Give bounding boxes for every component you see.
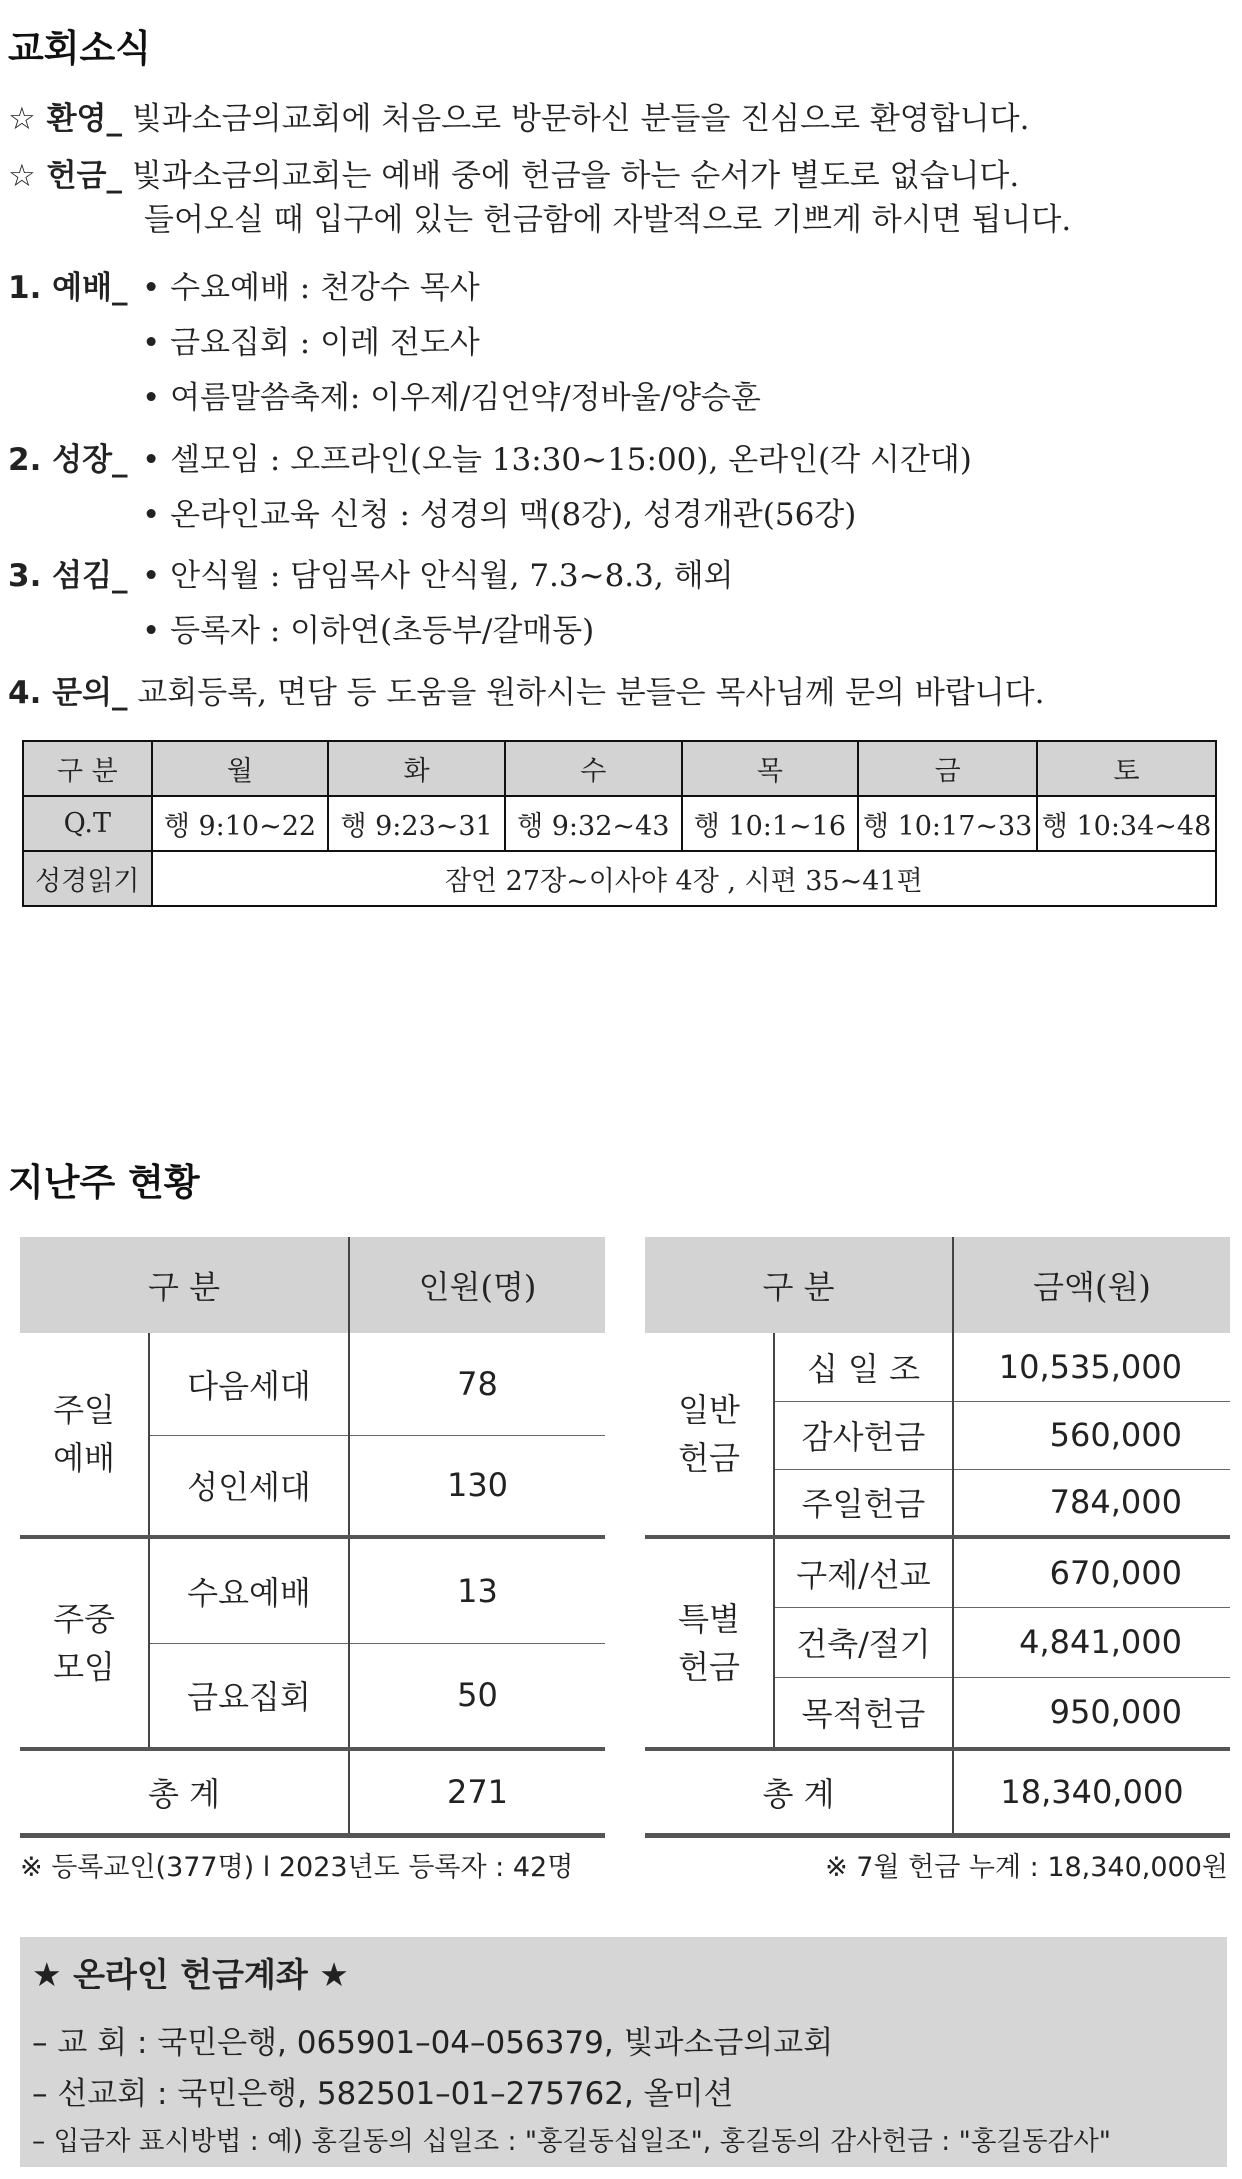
qt-day-header: 화 xyxy=(328,741,505,796)
attendance-header-count: 인원(명) xyxy=(349,1237,605,1333)
offering-text-1: 빛과소금의교회는 예배 중에 헌금을 하는 순서가 별도로 없습니다. xyxy=(121,158,1020,194)
reading-row-label: 성경읽기 xyxy=(23,851,152,906)
growth-line xyxy=(8,434,128,479)
offering-row-name: 감사헌금 xyxy=(774,1401,953,1469)
offering-row-name: 목적헌금 xyxy=(774,1677,953,1749)
reading-row xyxy=(23,851,1216,906)
attendance-row-value: 13 xyxy=(349,1537,605,1643)
offering-total-row xyxy=(645,1749,1230,1836)
offering-row-name: 십 일 조 xyxy=(774,1333,953,1401)
offering-total-label: 총 계 xyxy=(645,1749,953,1836)
qt-cell: 행 10:1~16 xyxy=(682,796,859,851)
welcome-label: ☆ 환영_ xyxy=(8,101,122,137)
qt-header-row xyxy=(23,741,1216,796)
offering-line xyxy=(8,150,1019,195)
growth-label: 2. 성장_ xyxy=(8,442,128,478)
offering-header-category: 구 분 xyxy=(645,1237,953,1333)
offering-row-value: 670,000 xyxy=(953,1537,1230,1607)
serve-line xyxy=(8,550,128,595)
special-offering-group: 특별 헌금 xyxy=(645,1537,774,1749)
serve-item: • 안식월 : 담임목사 안식월, 7.3~8.3, 해외 xyxy=(142,558,734,594)
attendance-total-row xyxy=(20,1749,605,1836)
offering-row-name: 건축/절기 xyxy=(774,1607,953,1677)
sunday-worship-group: 주일 예배 xyxy=(20,1333,149,1537)
qt-day-header: 토 xyxy=(1037,741,1216,796)
growth-item: • 온라인교육 신청 : 성경의 맥(8강), 성경개관(56강) xyxy=(142,497,857,533)
mission-account-line: – 선교회 : 국민은행, 582501–01–275762, 올미션 xyxy=(32,2076,734,2112)
attendance-row-name: 금요집회 xyxy=(149,1643,349,1749)
news-title: 교회소식 xyxy=(8,27,151,70)
attendance-row-name: 다음세대 xyxy=(149,1333,349,1435)
attendance-total-value: 271 xyxy=(349,1749,605,1836)
growth-item: • 셀모임 : 오프라인(오늘 13:30~15:00), 온라인(각 시간대) xyxy=(142,442,972,478)
offering-row-value: 560,000 xyxy=(953,1401,1230,1469)
worship-item: • 수요예배 : 천강수 목사 xyxy=(142,270,480,306)
inquiry-text: 교회등록, 면담 등 도움을 원하시는 분들은 목사님께 문의 바랍니다. xyxy=(127,675,1045,711)
church-account-line: – 교 회 : 국민은행, 065901–04–056379, 빛과소금의교회 xyxy=(32,2025,834,2061)
qt-header-label: 구 분 xyxy=(23,741,152,796)
table-row xyxy=(20,1537,605,1643)
welcome-text: 빛과소금의교회에 처음으로 방문하신 분들을 진심으로 환영합니다. xyxy=(121,101,1030,137)
qt-cell: 행 9:23~31 xyxy=(328,796,505,851)
attendance-header-category: 구 분 xyxy=(20,1237,349,1333)
qt-cell: 행 10:17~33 xyxy=(858,796,1037,851)
qt-day-header: 월 xyxy=(152,741,329,796)
worship-item: • 금요집회 : 이레 전도사 xyxy=(142,325,480,361)
inquiry-line xyxy=(8,667,1044,712)
worship-item: • 여름말씀축제: 이우제/김언약/정바울/양승훈 xyxy=(142,380,761,416)
attendance-row-name: 성인세대 xyxy=(149,1435,349,1537)
status-title: 지난주 현황 xyxy=(8,1161,200,1204)
attendance-row-name: 수요예배 xyxy=(149,1537,349,1643)
table-row xyxy=(20,1333,605,1435)
worship-line xyxy=(8,262,128,307)
offering-row-value: 784,000 xyxy=(953,1469,1230,1537)
qt-day-header: 목 xyxy=(682,741,859,796)
inquiry-label: 4. 문의_ xyxy=(8,675,128,711)
offering-text-2: 들어오실 때 입구에 있는 헌금함에 자발적으로 기쁘게 하시면 됩니다. xyxy=(144,202,1072,238)
table-row xyxy=(645,1537,1230,1607)
serve-label: 3. 섬김_ xyxy=(8,558,128,594)
qt-cell: 행 10:34~48 xyxy=(1037,796,1216,851)
offering-row-value: 10,535,000 xyxy=(953,1333,1230,1401)
offering-table xyxy=(645,1237,1230,1838)
attendance-row-value: 130 xyxy=(349,1435,605,1537)
offering-row-value: 4,841,000 xyxy=(953,1607,1230,1677)
offering-header-row xyxy=(645,1237,1230,1333)
weekday-meeting-group: 주중 모임 xyxy=(20,1537,149,1749)
attendance-row-value: 78 xyxy=(349,1333,605,1435)
reading-cell: 잠언 27장~이사야 4장 , 시편 35~41편 xyxy=(152,851,1216,906)
qt-cell: 행 9:10~22 xyxy=(152,796,329,851)
serve-item: • 등록자 : 이하연(초등부/갈매동) xyxy=(142,613,595,649)
offering-total-value: 18,340,000 xyxy=(953,1749,1230,1836)
table-row xyxy=(645,1333,1230,1401)
registered-members-note: ※ 등록교인(377명) l 2023년도 등록자 : 42명 xyxy=(20,1852,574,1883)
offering-row-value: 950,000 xyxy=(953,1677,1230,1749)
attendance-header-row xyxy=(20,1237,605,1333)
general-offering-group: 일반 헌금 xyxy=(645,1333,774,1537)
qt-cell: 행 9:32~43 xyxy=(505,796,682,851)
depositor-instruction-line: – 입금자 표시방법 : 예) 홍길동의 십일조 : "홍길동십일조", 홍길동의 감사헌금 : "홍길동감사" xyxy=(32,2126,1112,2157)
online-account-title: ★ 온라인 헌금계좌 ★ xyxy=(32,1955,349,1994)
offering-row-name: 구제/선교 xyxy=(774,1537,953,1607)
monthly-offering-note: ※ 7월 헌금 누계 : 18,340,000원 xyxy=(825,1852,1228,1883)
offering-label: ☆ 헌금_ xyxy=(8,158,122,194)
qt-day-header: 금 xyxy=(858,741,1037,796)
qt-day-header: 수 xyxy=(505,741,682,796)
online-account-box xyxy=(20,1937,1227,2167)
offering-row-name: 주일헌금 xyxy=(774,1469,953,1537)
qt-table xyxy=(22,740,1217,907)
welcome-line xyxy=(8,93,1029,138)
attendance-total-label: 총 계 xyxy=(20,1749,349,1836)
attendance-row-value: 50 xyxy=(349,1643,605,1749)
offering-header-amount: 금액(원) xyxy=(953,1237,1230,1333)
qt-row-label: Q.T xyxy=(23,796,152,851)
attendance-table xyxy=(20,1237,605,1838)
worship-label: 1. 예배_ xyxy=(8,270,128,306)
qt-row xyxy=(23,796,1216,851)
